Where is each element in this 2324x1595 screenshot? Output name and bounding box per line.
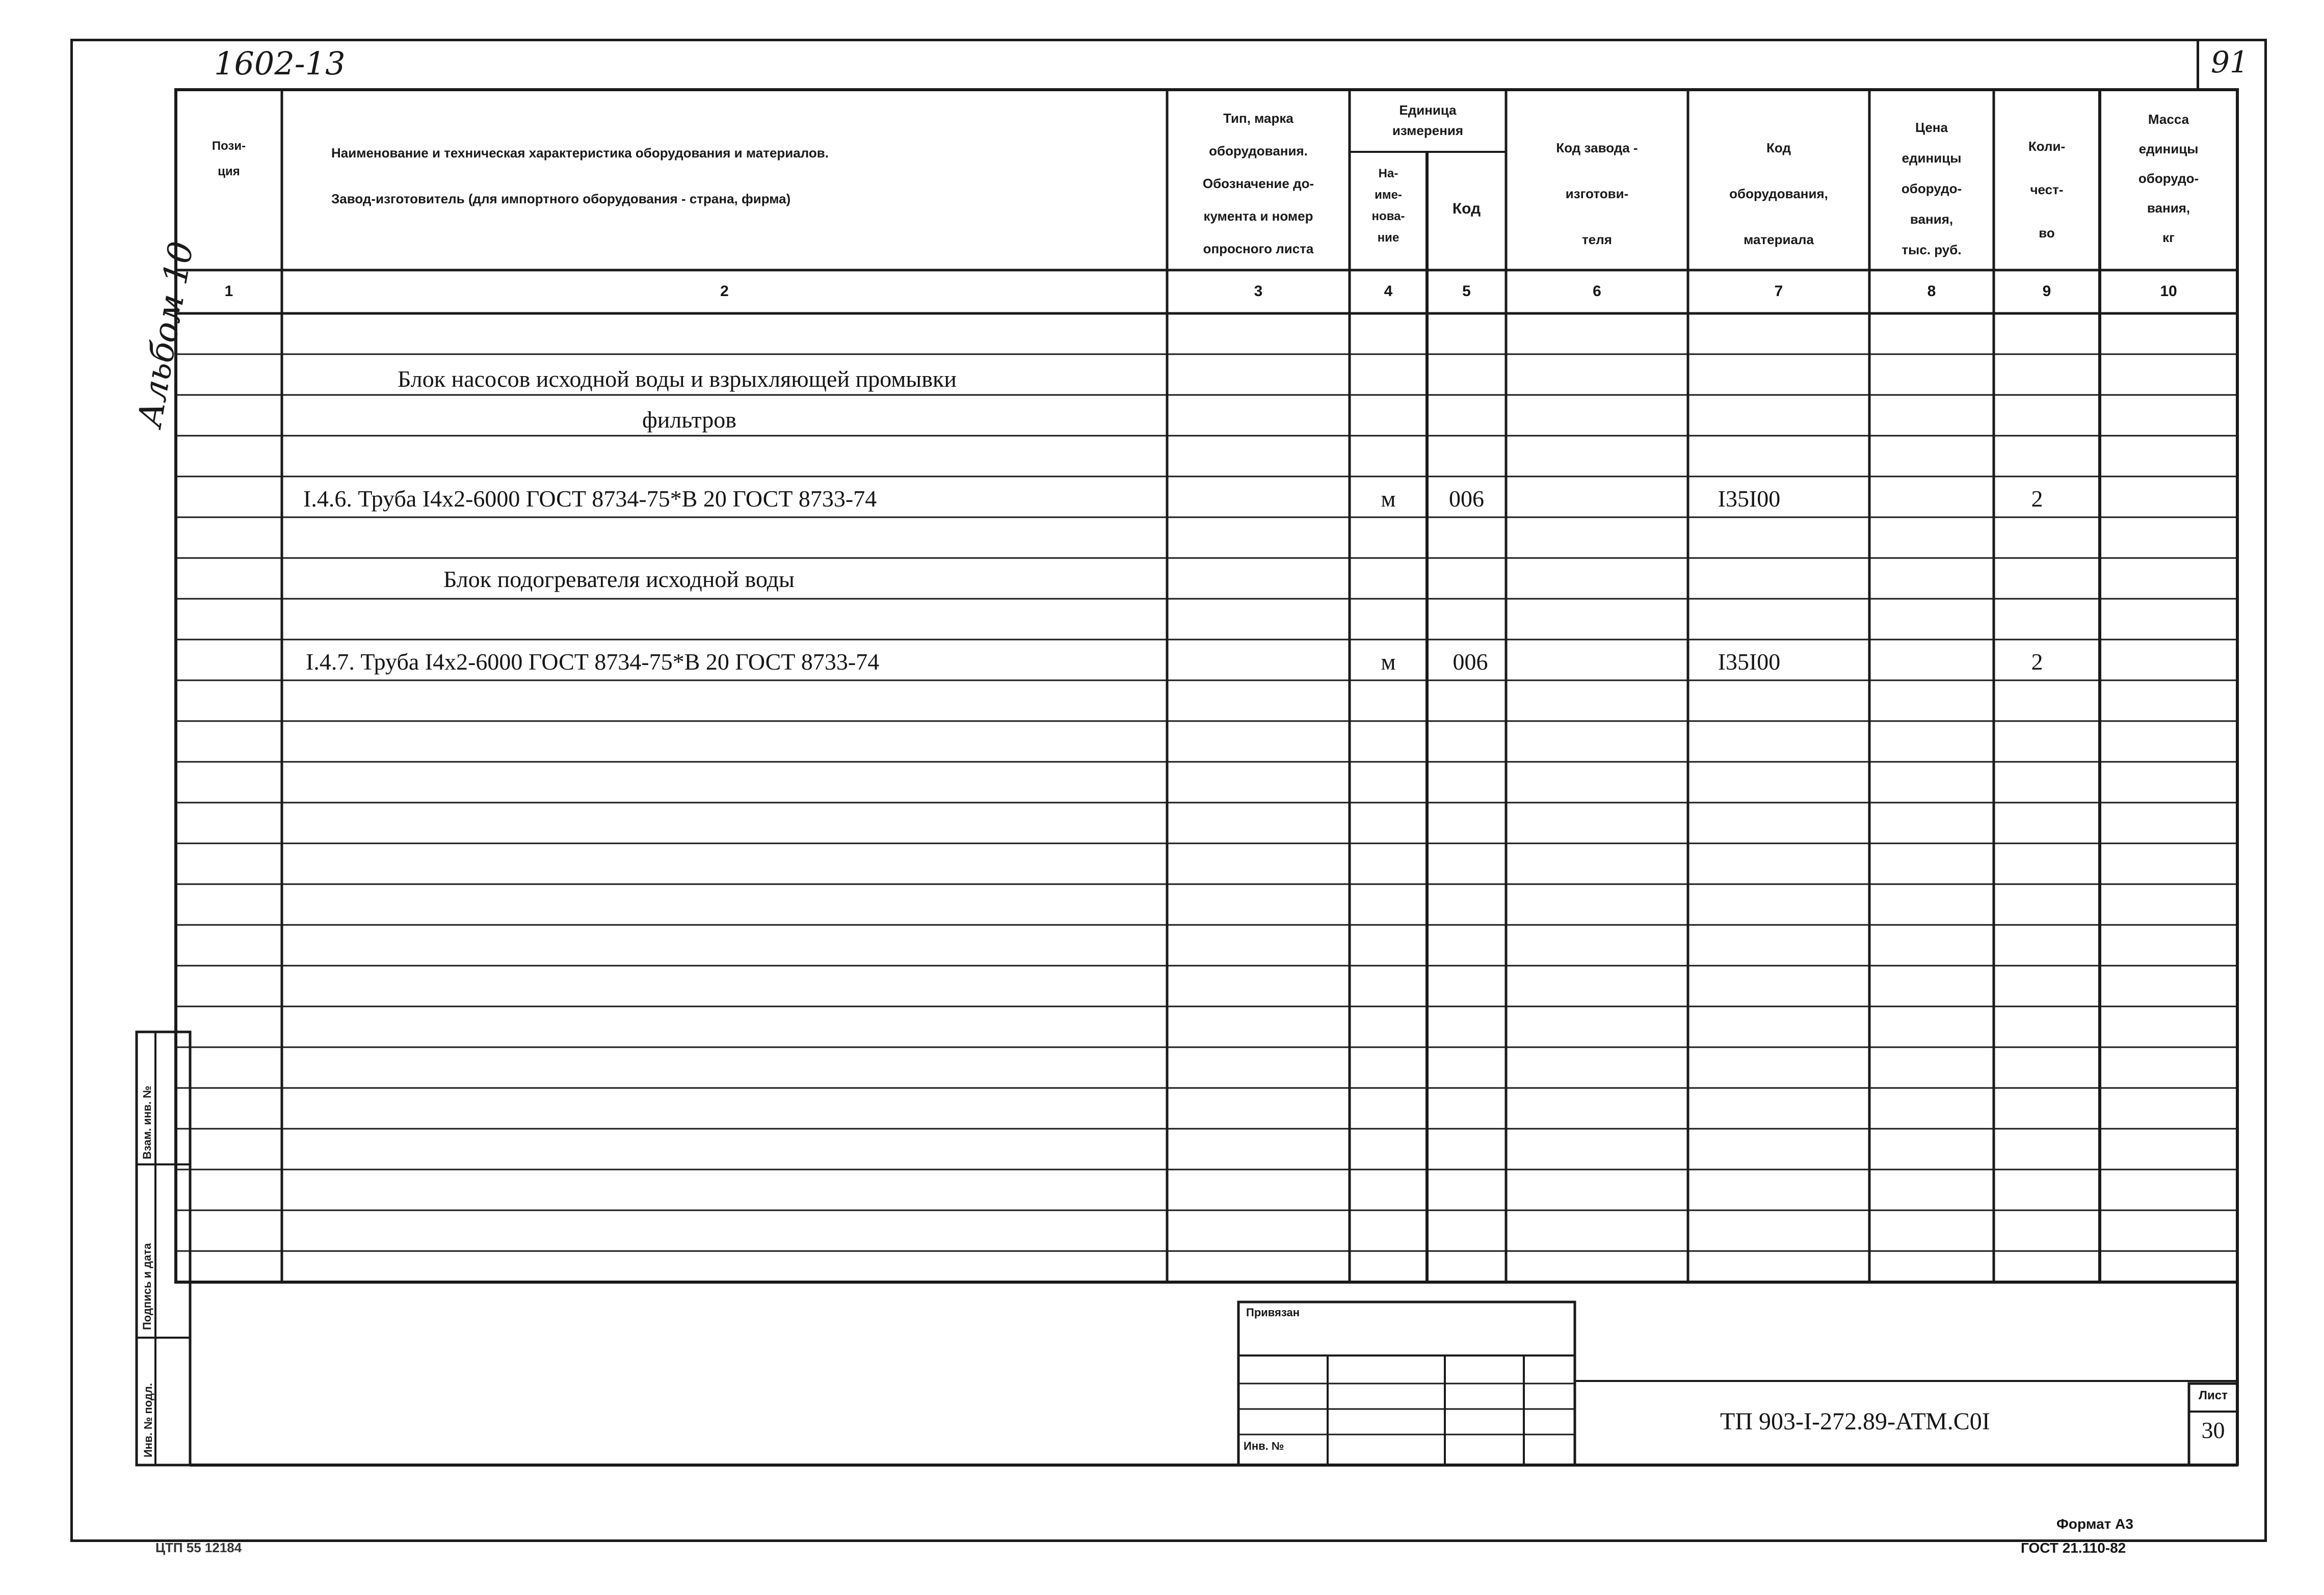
item2-unit-code: 006 — [1452, 649, 1488, 675]
item2-quantity: 2 — [2031, 649, 2043, 675]
col6-header: Код завода - изготови- теля — [1556, 140, 1638, 247]
col-number-4: 4 — [1384, 283, 1393, 300]
inv-no-replace-label: Взам. инв. № — [141, 1085, 153, 1159]
unit-group-header: Единица измерения — [1392, 102, 1464, 138]
col-number-9: 9 — [2042, 283, 2051, 300]
sheet-code: 1602-13 — [214, 45, 346, 82]
item2-unit: м — [1381, 649, 1396, 675]
format-label: Формат А3 — [2056, 1516, 2133, 1532]
col-number-5: 5 — [1462, 283, 1471, 300]
col1-header: Пози- ция — [212, 139, 246, 178]
page-number: 91 — [2211, 45, 2249, 79]
col2-header: Наименование и техническая характеристика оборудования и материалов. Завод-изготовитель (для импортного оборудования - страна, фирма) — [331, 145, 829, 206]
inv-no-orig-label: Инв. № подл. — [142, 1383, 154, 1457]
col-number-10: 10 — [2160, 283, 2177, 300]
section1-title-line1: Блок насосов исходной воды и взрыхляющей промывки — [398, 366, 957, 392]
standard-label: ГОСТ 21.110-82 — [2021, 1540, 2126, 1556]
item1-unit: м — [1381, 486, 1396, 512]
item2-material-code: I35I00 — [1718, 649, 1781, 675]
item1-name: I.4.6. Труба I4х2-6000 ГОСТ 8734-75*В 20 ГОСТ 8733-74 — [303, 486, 877, 512]
document-code: ТП 903-I-272.89-АТМ.С0I — [1720, 1408, 1990, 1435]
col3-header: Тип, марка оборудования. Обозначение до- кумента и номер опросного листа — [1202, 111, 1314, 256]
print-code: ЦТП 55 12184 — [155, 1540, 242, 1555]
item1-material-code: I35I00 — [1718, 486, 1781, 512]
col4-header: На- име- нова- ние — [1371, 167, 1405, 245]
col-number-2: 2 — [720, 283, 729, 300]
col8-header: Цена единицы оборудо- вания, тыс. руб. — [1901, 120, 1962, 257]
col-number-8: 8 — [1927, 283, 1936, 300]
col10-header: Масса единицы оборудо- вания, кг — [2138, 112, 2199, 245]
sheet-label: Лист — [2199, 1389, 2228, 1402]
sign-date-label: Подпись и дата — [141, 1243, 153, 1330]
col5-header: Код — [1452, 200, 1481, 217]
col-number-7: 7 — [1774, 283, 1783, 300]
item2-name: I.4.7. Труба I4х2-6000 ГОСТ 8734-75*В 20 ГОСТ 8733-74 — [306, 649, 880, 675]
item1-quantity: 2 — [2031, 486, 2043, 512]
col-number-6: 6 — [1593, 283, 1601, 300]
album-label: Альбом 10 — [130, 238, 201, 430]
bound-label: Привязан — [1246, 1306, 1300, 1319]
section1-title-line2: фильтров — [642, 407, 736, 433]
section2-title: Блок подогревателя исходной воды — [443, 566, 795, 592]
col7-header: Код оборудования, материала — [1729, 140, 1828, 247]
item1-unit-code: 006 — [1449, 486, 1484, 512]
sheet-number: 30 — [2201, 1417, 2225, 1443]
inv-label: Инв. № — [1244, 1440, 1284, 1452]
col9-header: Коли- чест- во — [2028, 139, 2066, 241]
col-number-1: 1 — [224, 283, 233, 300]
col-number-3: 3 — [1254, 283, 1263, 300]
